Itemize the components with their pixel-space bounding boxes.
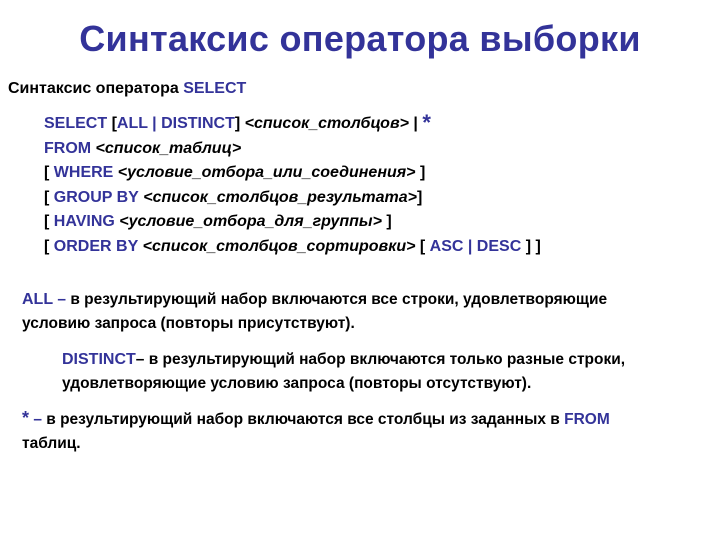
description-text-distinct: в результирующий набор включаются только разные строки, удовлетворяющие условию запроса (повторы отсутствуют). [62,351,626,392]
description-text-star-end: таблиц. [22,435,81,452]
description-keyword-from: FROM [564,411,610,428]
keyword-star: * [422,110,431,135]
description-text-all: в результирующий набор включаются все строки, удовлетворяющие условию запроса (повторы присутствуют). [22,291,608,332]
placeholder-columns: <список_столбцов> [244,115,409,132]
syntax-line-from [44,137,541,162]
pipe-text: | [408,115,423,132]
placeholder-having-condition: <условие_отбора_для_группы> [114,213,382,230]
description-dash: – [135,351,149,368]
keyword-order-by: ORDER BY [53,237,139,255]
placeholder-result-columns: <список_столбцов_результата> [138,188,417,206]
description-all [22,288,622,336]
subtitle-keyword: SELECT [183,80,247,97]
description-keyword-distinct: DISTINCT [62,351,136,368]
subtitle-text: Синтаксис оператора [8,80,184,97]
keyword-having: HAVING [53,213,115,230]
bracket-text: [ [107,115,117,132]
bracket-text: ] [415,164,426,181]
syntax-line-select [44,112,541,137]
bracket-text: [ [415,237,430,255]
select-syntax-block [44,112,541,259]
bracket-text: ] [416,188,423,206]
placeholder-sort-columns: <список_столбцов_сортировки> [138,237,416,255]
syntax-line-order-by [44,235,541,260]
description-dash: – [53,291,71,308]
syntax-line-group-by [44,186,541,211]
bracket-text: [ [44,164,54,181]
bracket-text: [ [44,213,54,230]
description-distinct [62,348,702,396]
bracket-text: ] ] [521,237,541,255]
page-title: Синтаксис оператора выборки [79,18,641,59]
keyword-group-by: GROUP BY [53,188,139,206]
keyword-from: FROM [44,139,92,157]
placeholder-tables: <список_таблиц> [91,139,242,157]
description-keyword-all: ALL [22,291,54,308]
keyword-asc-desc: ASC | DESC [429,237,522,255]
description-text-star: в результирующий набор включаются все столбцы из заданных в [46,411,565,428]
keyword-where: WHERE [53,164,114,181]
keyword-select: SELECT [44,115,108,132]
description-star [22,406,662,456]
keyword-all-distinct: ALL | DISTINCT [116,115,235,132]
description-keyword-star: * [22,408,30,428]
subtitle [8,80,246,98]
bracket-text: ] [381,213,392,230]
syntax-line-where [44,161,541,186]
syntax-line-having [44,210,541,235]
description-dash: – [29,411,47,428]
placeholder-where-condition: <условие_отбора_или_соединения> [113,164,416,181]
bracket-text: ] [234,115,245,132]
bracket-text: [ [44,188,54,206]
bracket-text: [ [44,237,54,255]
